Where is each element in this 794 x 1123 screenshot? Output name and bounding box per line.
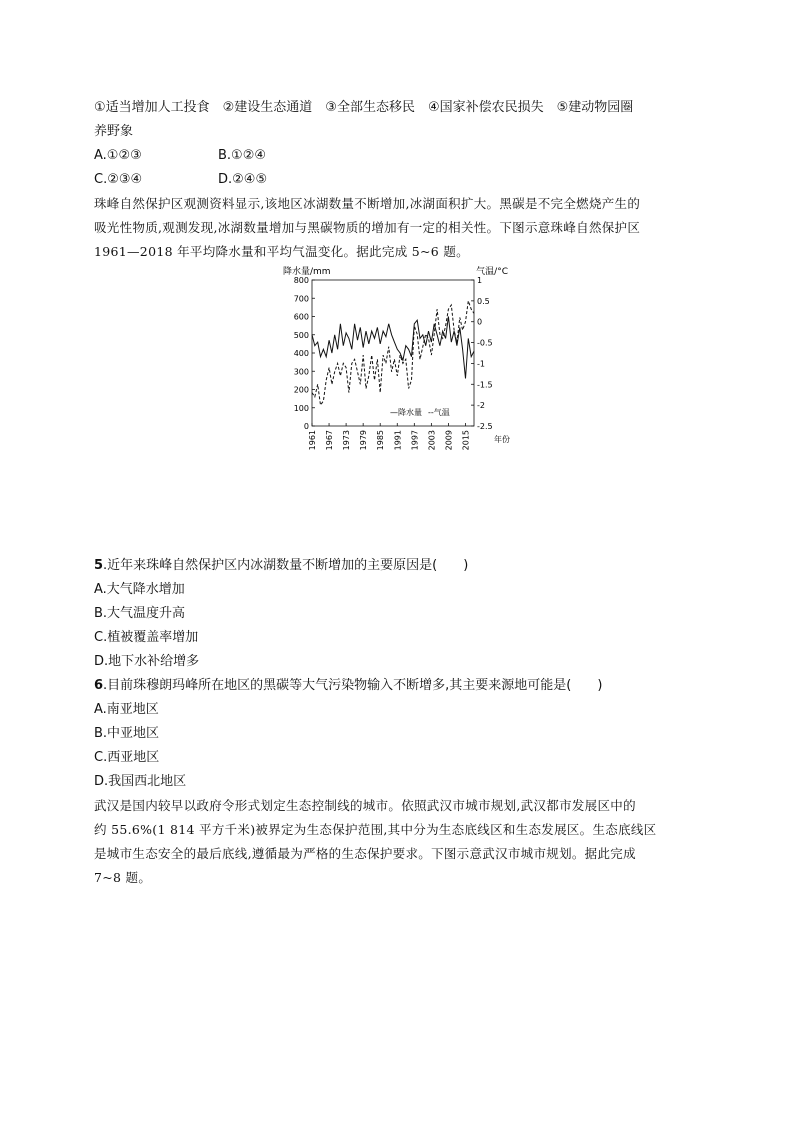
x-tick-label: 1973 <box>342 430 352 451</box>
x-tick-label: 1979 <box>359 430 369 451</box>
right-tick-label: -2.5 <box>477 422 493 431</box>
right-tick-label: -2 <box>477 401 485 411</box>
x-tick-label: 2015 <box>461 430 471 451</box>
x-tick-label: 2009 <box>444 430 454 451</box>
chart-container <box>94 264 700 554</box>
left-tick-label: 600 <box>293 312 309 322</box>
right-tick-label: 1 <box>477 276 483 285</box>
q5-number: 5 <box>94 558 104 573</box>
q4-option-a[interactable]: A.①②③ <box>94 148 142 163</box>
legend-precip: —降水量 <box>390 408 422 417</box>
q4-choices-line2: 养野象 <box>94 124 134 139</box>
q6-option-a[interactable]: A.南亚地区 <box>94 702 159 717</box>
x-tick-label: 1967 <box>325 430 335 451</box>
q6-option-d[interactable]: D.我国西北地区 <box>94 774 187 789</box>
q4-option-c[interactable]: C.②③④ <box>94 172 143 187</box>
q5-option-d[interactable]: D.地下水补给增多 <box>94 654 200 669</box>
x-tick-label: 1985 <box>376 430 386 451</box>
passage1-line: 吸光性物质,观测发现,冰湖数量增加与黑碳物质的增加有一定的相关性。下图示意珠峰自然保护区 <box>94 220 641 235</box>
left-axis-label: 降水量/mm <box>283 267 331 277</box>
x-tick-label: 1991 <box>393 430 403 451</box>
passage1-line: 珠峰自然保护区观测资料显示,该地区冰湖数量不断增加,冰湖面积扩大。黑碳是不完全燃烧产生的 <box>94 196 641 211</box>
q4-option-d[interactable]: D.②④⑤ <box>218 172 268 187</box>
left-tick-label: 300 <box>293 367 309 377</box>
precipitation-line <box>312 317 474 379</box>
left-tick-label: 0 <box>303 422 309 431</box>
right-tick-label: 0.5 <box>477 296 490 306</box>
left-tick-label: 200 <box>293 385 309 395</box>
q6-stem <box>94 674 700 698</box>
left-tick-label: 700 <box>293 294 309 304</box>
left-tick-label: 400 <box>293 349 309 358</box>
legend-temp: --气温 <box>428 408 450 417</box>
q6-option-b[interactable]: B.中亚地区 <box>94 726 160 741</box>
q4-options-row1 <box>94 144 700 168</box>
right-tick-label: 0 <box>477 317 483 327</box>
right-tick-label: -1.5 <box>477 380 493 390</box>
left-tick-label: 100 <box>293 403 309 413</box>
x-tick-label: 2003 <box>427 430 437 451</box>
q4-options-row2 <box>94 168 700 192</box>
x-tick-label: 1997 <box>410 430 420 451</box>
left-tick-label: 500 <box>293 330 309 340</box>
passage2-line: 武汉是国内较早以政府令形式划定生态控制线的城市。依照武汉市城市规划,武汉都市发展区中的 <box>94 798 636 813</box>
q5-stem-text: .近年来珠峰自然保护区内冰湖数量不断增加的主要原因是( ) <box>103 558 469 573</box>
q5-option-a[interactable]: A.大气降水增加 <box>94 582 185 597</box>
left-tick-label: 800 <box>293 276 309 285</box>
q6-option-c[interactable]: C.西亚地区 <box>94 750 160 765</box>
right-axis-label: 气温/°C <box>476 267 508 277</box>
plot-frame <box>312 280 474 426</box>
q5-option-c[interactable]: C.植被覆盖率增加 <box>94 630 199 645</box>
passage2-line: 是城市生态安全的最后底线,遵循最为严格的生态保护要求。下图示意武汉市城市规划。据此完成 <box>94 846 636 861</box>
passage1-line: 1961—2018 年平均降水量和平均气温变化。据此完成 5~6 题。 <box>94 244 469 259</box>
precip-temp-chart <box>280 264 510 494</box>
q6-stem-text: .目前珠穆朗玛峰所在地区的黑碳等大气污染物输入不断增多,其主要来源地可能是( ) <box>103 678 603 693</box>
x-tick-label: 1961 <box>308 430 317 451</box>
passage2-line: 7~8 题。 <box>94 870 152 885</box>
q5-stem <box>94 554 700 578</box>
q4-choices-line1: ①适当增加人工投食 ②建设生态通道 ③全部生态移民 ④国家补偿农民损失 ⑤建动物园圈 <box>94 100 634 115</box>
right-tick-label: -1 <box>477 359 485 369</box>
temperature-line <box>312 301 474 405</box>
q4-option-b[interactable]: B.①②④ <box>218 148 267 163</box>
x-axis-label: 年份 <box>494 435 510 444</box>
q6-number: 6 <box>94 678 104 693</box>
q5-option-b[interactable]: B.大气温度升高 <box>94 606 186 621</box>
right-tick-label: -0.5 <box>477 338 493 348</box>
passage2-line: 约 55.6%(1 814 平方千米)被界定为生态保护范围,其中分为生态底线区和生态发展区。生态底线区 <box>94 822 657 837</box>
exam-page <box>94 96 700 890</box>
